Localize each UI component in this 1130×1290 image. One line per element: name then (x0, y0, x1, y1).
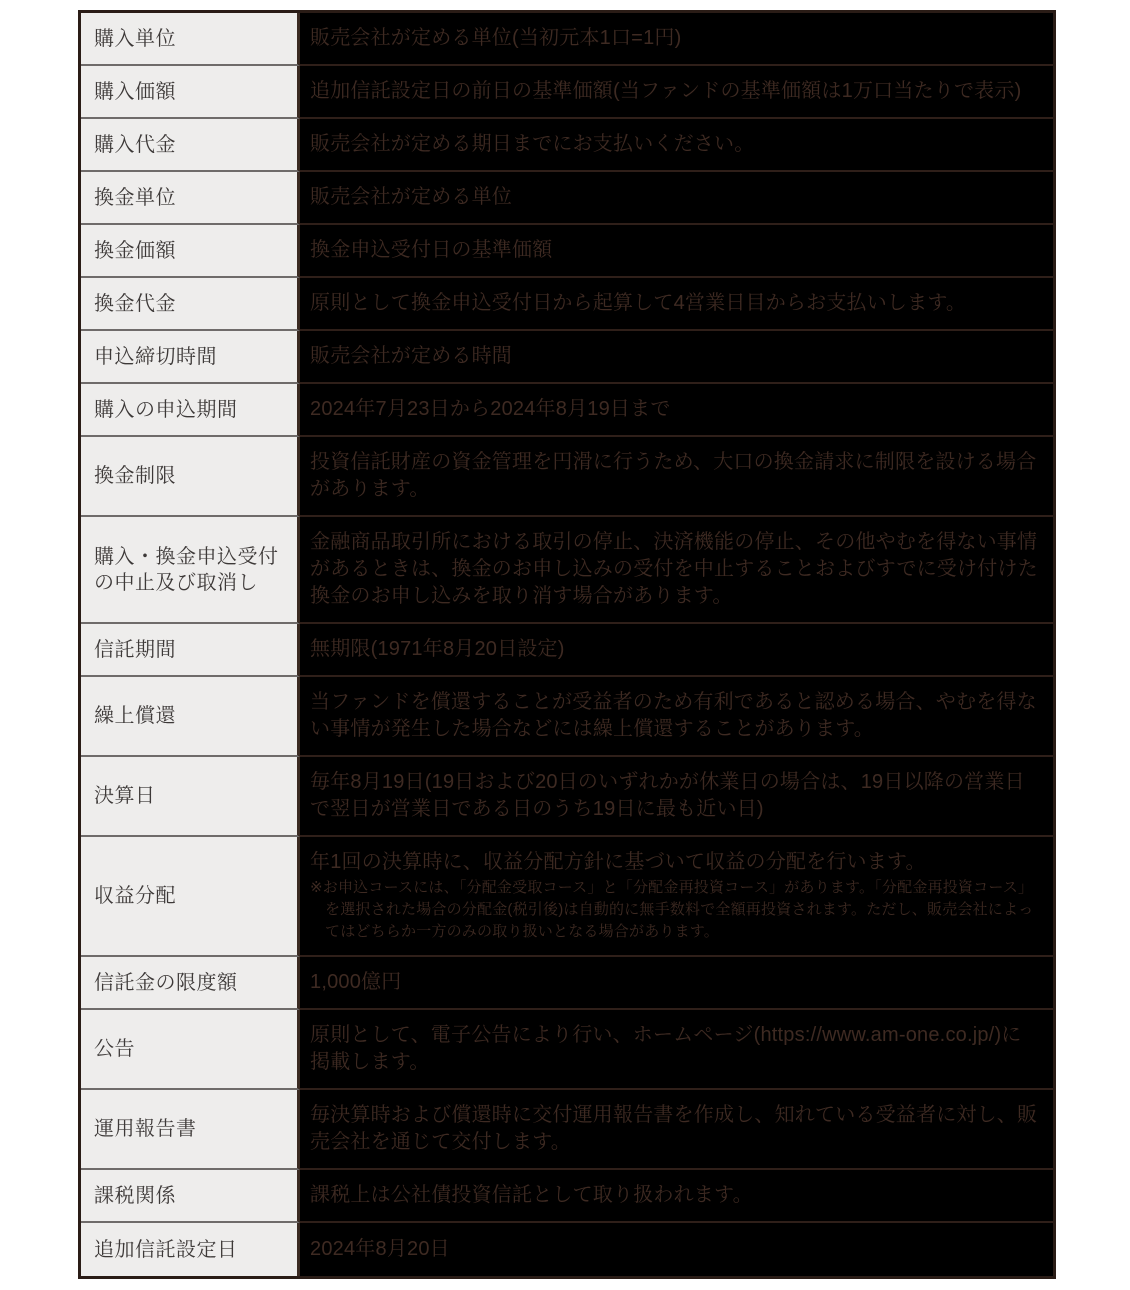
row-label: 購入代金 (94, 133, 176, 156)
row-header-cell (81, 66, 300, 119)
row-header-cell (81, 437, 300, 517)
row-header-cell (81, 172, 300, 225)
row-value-cell (300, 1170, 1053, 1223)
row-header-cell (81, 757, 300, 837)
row-label: 購入の申込期間 (94, 398, 238, 421)
row-value-cell (300, 957, 1053, 1010)
row-value-cell (300, 1010, 1053, 1090)
table-row (81, 1010, 1053, 1090)
table-row (81, 225, 1053, 278)
row-header-cell (81, 677, 300, 757)
table-row (81, 13, 1053, 66)
row-value-cell (300, 1090, 1053, 1170)
table-row (81, 837, 1053, 957)
row-value-cell (300, 677, 1053, 757)
table-row (81, 172, 1053, 225)
row-value-text: 毎決算時および償還時に交付運用報告書を作成し、知れている受益者に対し、販売会社を通じて交付します。 (310, 1104, 1038, 1153)
row-value-text: 換金申込受付日の基準価額 (310, 239, 553, 261)
row-value-cell (300, 757, 1053, 837)
row-value-text: 販売会社が定める単位 (310, 186, 512, 208)
row-value-cell (300, 1223, 1053, 1276)
row-value-cell (300, 119, 1053, 172)
row-value-cell (300, 837, 1053, 957)
row-label: 換金単位 (94, 186, 176, 209)
table-row (81, 331, 1053, 384)
row-value-cell (300, 331, 1053, 384)
row-value-text: 1,000億円 (310, 971, 402, 993)
row-header-cell (81, 1170, 300, 1223)
row-value-cell (300, 517, 1053, 624)
table-row (81, 677, 1053, 757)
row-label: 決算日 (94, 785, 156, 807)
table-row (81, 278, 1053, 331)
row-label: 公告 (94, 1038, 135, 1060)
row-value-text: 金融商品取引所における取引の停止、決済機能の停止、その他やむを得ない事情があるときは、換金のお申し込みの受付を中止することおよびすでに受け付けた換金のお申し込みを取り消す場合があります。 (310, 531, 1038, 607)
row-value-text: 無期限(1971年8月20日設定) (310, 638, 565, 660)
table-row (81, 384, 1053, 437)
row-value-cell (300, 384, 1053, 437)
row-value-text: 投資信託財産の資金管理を円滑に行うため、大口の換金請求に制限を設ける場合があります。 (310, 451, 1037, 500)
row-label: 換金代金 (94, 292, 176, 315)
row-value-text: 2024年8月20日 (310, 1238, 450, 1260)
row-header-cell (81, 624, 300, 677)
table-row (81, 119, 1053, 172)
row-label: 購入・換金申込受付の中止及び取消し (94, 545, 279, 594)
row-value-text: 販売会社が定める期日までにお支払いください。 (310, 133, 755, 155)
row-header-cell (81, 1010, 300, 1090)
table-row (81, 1170, 1053, 1223)
row-label: 信託期間 (94, 638, 176, 661)
row-value-cell (300, 225, 1053, 278)
row-value-text: 当ファンドを償還することが受益者のため有利であると認める場合、やむを得ない事情が発生した場合などには繰上償還することがあります。 (310, 691, 1037, 740)
row-value-cell (300, 172, 1053, 225)
row-header-cell (81, 384, 300, 437)
row-header-cell (81, 957, 300, 1010)
row-label: 繰上償還 (94, 705, 176, 727)
row-label: 申込締切時間 (94, 345, 217, 368)
row-value-cell (300, 13, 1053, 66)
row-label: 換金価額 (94, 239, 176, 262)
row-header-cell (81, 13, 300, 66)
row-value-text: 販売会社が定める時間 (310, 345, 512, 367)
row-label: 収益分配 (94, 885, 176, 907)
table-row (81, 757, 1053, 837)
row-header-cell (81, 517, 300, 624)
row-header-cell (81, 225, 300, 278)
row-value-text: 年1回の決算時に、収益分配方針に基づいて収益の分配を行います。 (310, 851, 926, 873)
row-header-cell (81, 119, 300, 172)
row-value-text: 追加信託設定日の前日の基準価額(当ファンドの基準価額は1万口当たりで表示) (310, 80, 1022, 102)
row-value-cell (300, 624, 1053, 677)
fund-info-table (78, 10, 1056, 1279)
row-label: 運用報告書 (94, 1118, 197, 1140)
table-row (81, 624, 1053, 677)
row-value-note: ※お申込コースには、「分配金受取コース」と「分配金再投資コース」があります。「分配金再投資コース」を選択された場合の分配金(税引後)は自動的に無手数料で全額再投資されます。ただし、販売会社によってはどちらか一方のみの取り扱いとなる場合があります。 (310, 879, 1034, 940)
row-value-text: 課税上は公社債投資信託として取り扱われます。 (310, 1184, 753, 1206)
row-value-text: 毎年8月19日(19日および20日のいずれかが休業日の場合は、19日以降の営業日で翌日が営業日である日のうち19日に最も近い日) (310, 771, 1025, 820)
row-value-cell (300, 278, 1053, 331)
table-row (81, 437, 1053, 517)
row-header-cell (81, 1090, 300, 1170)
row-value-text: 2024年7月23日から2024年8月19日まで (310, 398, 671, 420)
row-value-cell (300, 66, 1053, 119)
row-header-cell (81, 278, 300, 331)
table-row (81, 1223, 1053, 1276)
table-row (81, 957, 1053, 1010)
row-header-cell (81, 1223, 300, 1276)
row-label: 換金制限 (94, 465, 176, 487)
table-row (81, 1090, 1053, 1170)
row-label: 追加信託設定日 (94, 1238, 238, 1261)
row-label: 信託金の限度額 (94, 971, 238, 994)
row-label: 課税関係 (94, 1184, 176, 1207)
row-value-text: 原則として換金申込受付日から起算して4営業日目からお支払いします。 (310, 292, 967, 314)
row-header-cell (81, 331, 300, 384)
row-value-text: 原則として、電子公告により行い、ホームページ(https://www.am-one.co.jp/)に掲載します。 (310, 1024, 1022, 1073)
row-header-cell (81, 837, 300, 957)
table-row (81, 66, 1053, 119)
row-label: 購入価額 (94, 80, 176, 103)
table-row (81, 517, 1053, 624)
row-value-cell (300, 437, 1053, 517)
row-label: 購入単位 (94, 27, 176, 50)
row-value-text: 販売会社が定める単位(当初元本1口=1円) (310, 27, 682, 49)
